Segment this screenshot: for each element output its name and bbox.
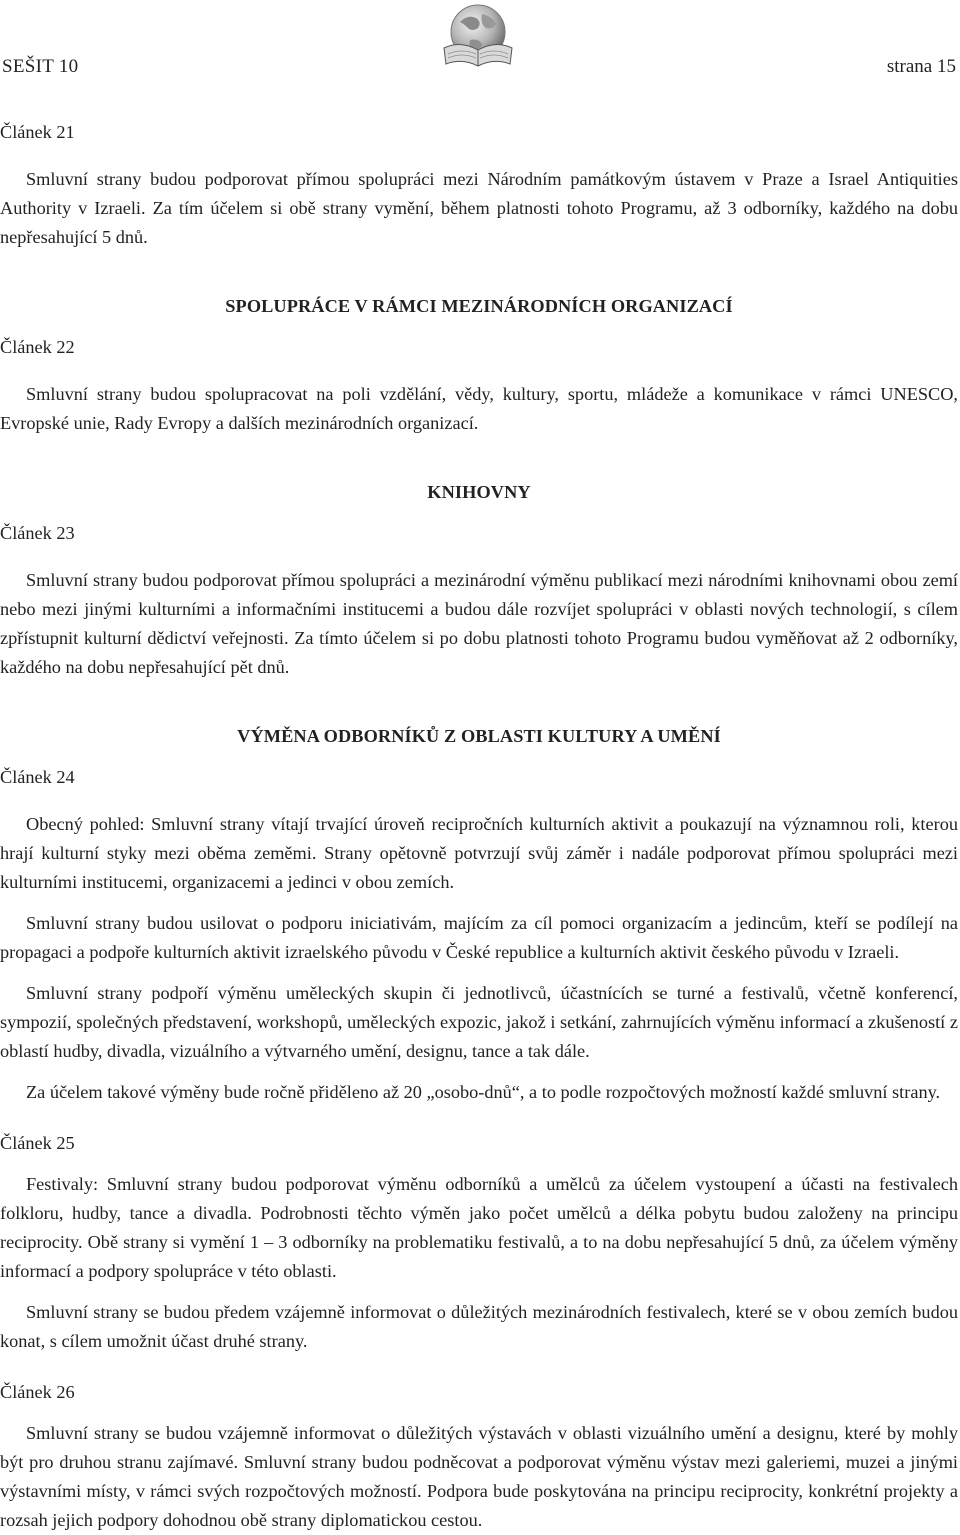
globe-book-icon: [440, 2, 514, 70]
article-24-label: Článek 24: [0, 767, 75, 787]
article-25-paragraph-2: Smluvní strany se budou předem vzájemně informovat o důležitých mezinárodních festivalech, které se v obou zemích budou konat, s cílem umožnit účast druhé strany.: [0, 1302, 958, 1351]
article-26-label: Článek 26: [0, 1382, 75, 1402]
article-21-label: Článek 21: [0, 122, 75, 142]
article-24-paragraph-1: Obecný pohled: Smluvní strany vítají trvající úroveň recipročních kulturních aktivit a poukazují na významnou roli, kterou hrají kulturní styky mezi oběma zeměmi. Strany opětovně potvrzují svůj záměr i nadále podporovat přímou spolupráci mezi kulturními institucemi, organizacemi a jedinci v obou zemích.: [0, 814, 958, 892]
article-22-paragraph: Smluvní strany budou spolupracovat na poli vzdělání, vědy, kultury, sportu, mládeže a komunikace v rámci UNESCO, Evropské unie, Rady Evropy a dalších mezinárodních organizací.: [0, 384, 958, 433]
article-24-paragraph-4: Za účelem takové výměny bude ročně přiděleno až 20 „osobo-dnů“, a to podle rozpočtových možností každé smluvní strany.: [26, 1082, 941, 1102]
section-heading-international-organizations: SPOLUPRÁCE V RÁMCI MEZINÁRODNÍCH ORGANIZACÍ: [225, 296, 733, 316]
article-21-paragraph: Smluvní strany budou podporovat přímou spolupráci mezi Národním památkovým ústavem v Praze a Israel Antiquities Authority v Izraeli. Za tím účelem si obě strany vymění, během platnosti tohoto Programu, až 3 odborníky, každého na dobu nepřesahující 5 dnů.: [0, 169, 958, 247]
article-22-label: Článek 22: [0, 337, 75, 357]
article-24-paragraph-2: Smluvní strany budou usilovat o podporu iniciativám, majícím za cíl pomoci organizacím a jedincům, kteří se podílejí na propagaci a podpoře kulturních aktivit izraelského původu v České republice a kulturních aktivit českého původu v Izraeli.: [0, 913, 958, 962]
section-heading-culture-exchange: VÝMĚNA ODBORNÍKŮ Z OBLASTI KULTURY A UMĚNÍ: [237, 726, 721, 746]
article-25-label: Článek 25: [0, 1133, 75, 1153]
article-25-paragraph-1: Festivaly: Smluvní strany budou podporovat výměnu odborníků a umělců za účelem vystoupení a účasti na festivalech folkloru, hudby, tance a divadla. Podrobnosti těchto výměn jako počet umělců a délka pobytu budou založeny na principu reciprocity. Obě strany si vymění 1 – 3 odborníky na problematiku festivalů, a to na dobu nepřesahující 5 dnů, za účelem výměny informací a podpory spolupráce v této oblasti.: [0, 1174, 958, 1281]
page-number: strana 15: [886, 56, 956, 77]
article-23-paragraph: Smluvní strany budou podporovat přímou spolupráci a mezinárodní výměnu publikací mezi národními knihovnami obou zemí nebo mezi jinými kulturními a informačními institucemi a budou dále rozvíjet spolupráci v oblasti nových technologií, s cílem zpřístupnit kulturní dědictví veřejnosti. Za tímto účelem si po dobu platnosti tohoto Programu budou vyměňovat až 2 odborníky, každého na dobu nepřesahující pět dnů.: [0, 570, 958, 677]
article-23-label: Článek 23: [0, 523, 75, 543]
document-body: [0, 118, 958, 1535]
page-header: [0, 0, 960, 90]
article-24-paragraph-3: Smluvní strany podpoří výměnu uměleckých skupin či jednotlivců, účastnících se turné a festivalů, včetně konferencí, sympozií, společných představení, workshopů, uměleckých expozic, jakož i setkání, zahrnujících výměnu informací a zkušeností z oblastí hudby, divadla, vizuálního a výtvarného umění, designu, tance a tak dále.: [0, 983, 958, 1061]
issue-number: SEŠIT 10: [2, 56, 79, 77]
article-26-paragraph: Smluvní strany se budou vzájemně informovat o důležitých výstavách v oblasti vizuálního umění a designu, které by mohly být pro druhou stranu zajímavé. Smluvní strany budou podněcovat a podporovat výměnu výstav mezi galeriemi, muzei a jinými výstavními místy, v rámci svých rozpočtových možností. Podpora bude poskytována na principu reciprocity, konkrétní projekty a rozsah jejich podpory dohodnou obě strany diplomatickou cestou.: [0, 1423, 958, 1530]
section-heading-libraries: KNIHOVNY: [427, 482, 531, 502]
